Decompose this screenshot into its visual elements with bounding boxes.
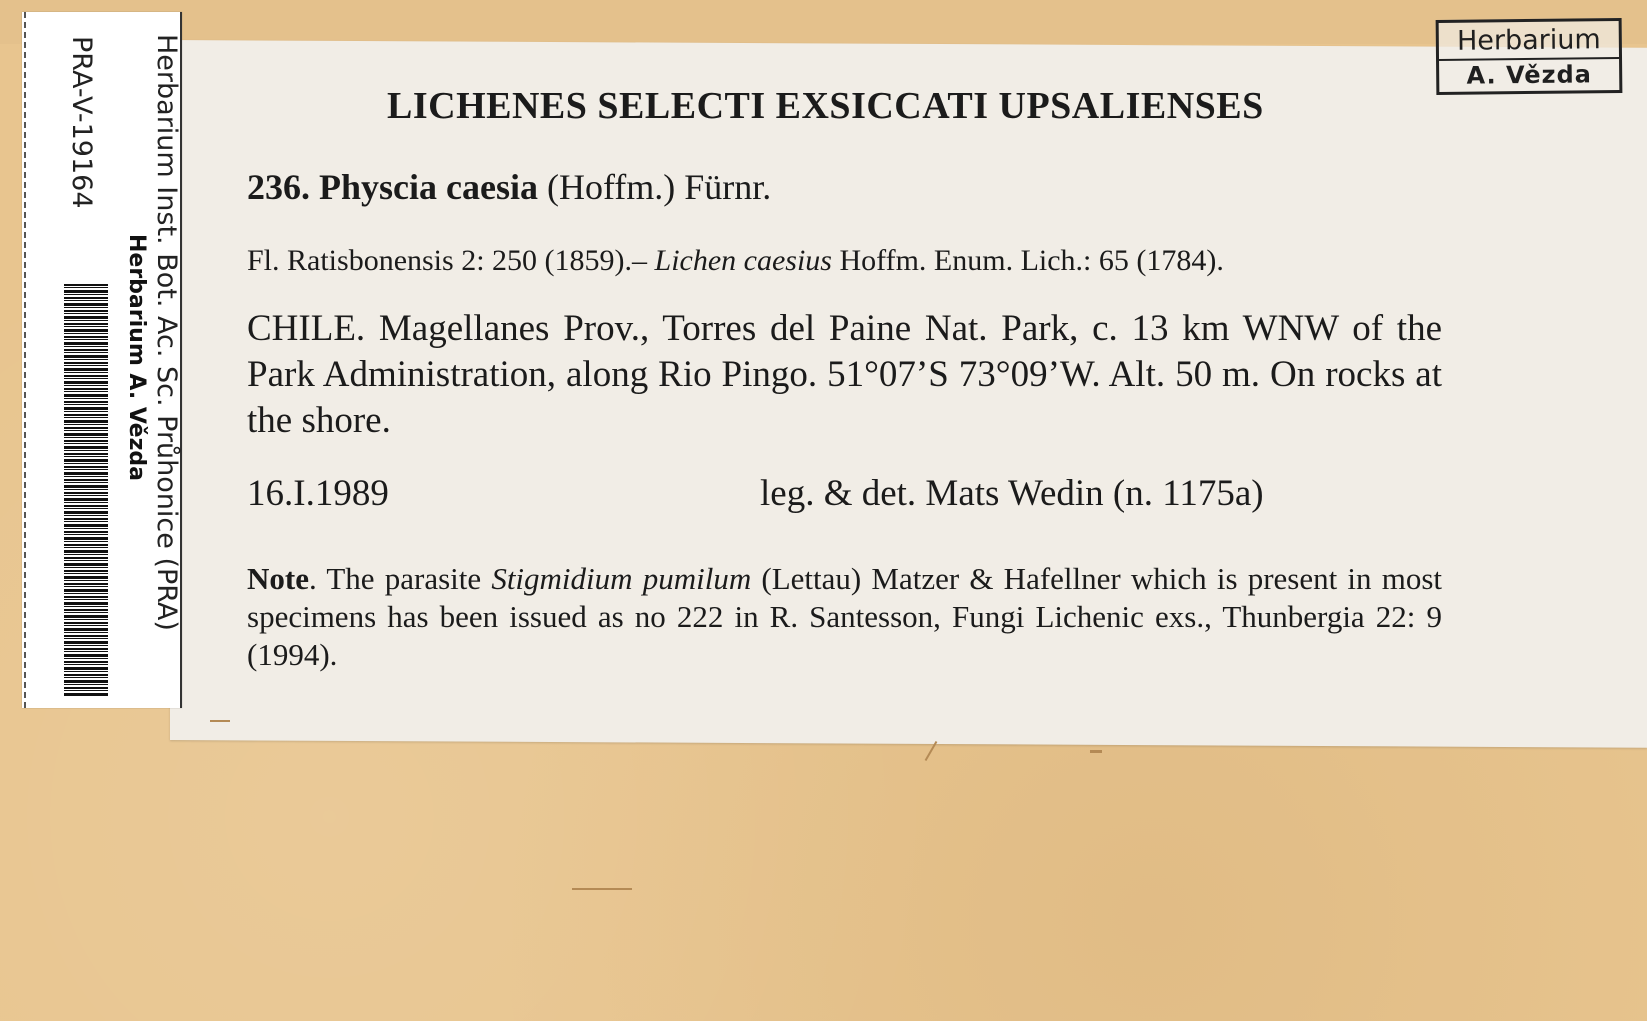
barcode-strip bbox=[22, 12, 182, 708]
note-parasite: Stigmidium pumilum bbox=[491, 561, 752, 596]
paper-speck bbox=[1090, 750, 1102, 753]
collector-text: leg. & det. Mats Wedin (n. 1175a) bbox=[760, 473, 1264, 514]
citation-part-1: Fl. Ratisbonensis 2: 250 (1859).– bbox=[247, 244, 655, 277]
stamp-line-1: Herbarium bbox=[1439, 21, 1619, 61]
note-text bbox=[247, 560, 1442, 674]
species-authority: (Hoffm.) Fürnr. bbox=[546, 167, 772, 207]
citation-basionym: Lichen caesius bbox=[654, 244, 832, 277]
paper-speck bbox=[572, 888, 632, 890]
institution-text: Herbarium Inst. Bot. Ac. Sc. Průhonice (PRA) bbox=[151, 34, 182, 631]
note-label: Note bbox=[247, 561, 309, 596]
herbarium-name: Herbarium A. Vězda bbox=[124, 234, 149, 482]
label-title: LICHENES SELECTI EXSICCATI UPSALIENSES bbox=[387, 85, 1264, 127]
herbarium-stamp bbox=[1436, 18, 1623, 95]
species-name bbox=[247, 166, 771, 208]
barcode-icon bbox=[64, 284, 108, 696]
paper-speck bbox=[210, 720, 230, 722]
citation-part-2: Hoffm. Enum. Lich.: 65 (1784). bbox=[831, 244, 1224, 277]
locality-text: CHILE. Magellanes Prov., Torres del Paine Nat. Park, c. 13 km WNW of the Park Administration, along Rio Pingo. 51°07’S 73°09’W. Alt. 50 m. On rocks at the shore. bbox=[247, 308, 1442, 441]
stamp-line-2: A. Vězda bbox=[1466, 60, 1593, 90]
note-part-1: . The parasite bbox=[308, 561, 492, 596]
note-part-2: (Lettau) Matzer & Hafellner which is present in most specimens has been issued as no 222 in R. Santesson, Fungi Lichenic exs., Thunbergia 22: 9 (1994). bbox=[247, 561, 1442, 672]
citation bbox=[247, 244, 1224, 278]
collection-date: 16.I.1989 bbox=[247, 473, 389, 514]
top-paper-strip bbox=[0, 0, 1647, 44]
species-number-name: 236. Physcia caesia bbox=[247, 167, 538, 207]
specimen-id: PRA-V-19164 bbox=[66, 36, 97, 209]
dashed-edge bbox=[24, 12, 26, 708]
